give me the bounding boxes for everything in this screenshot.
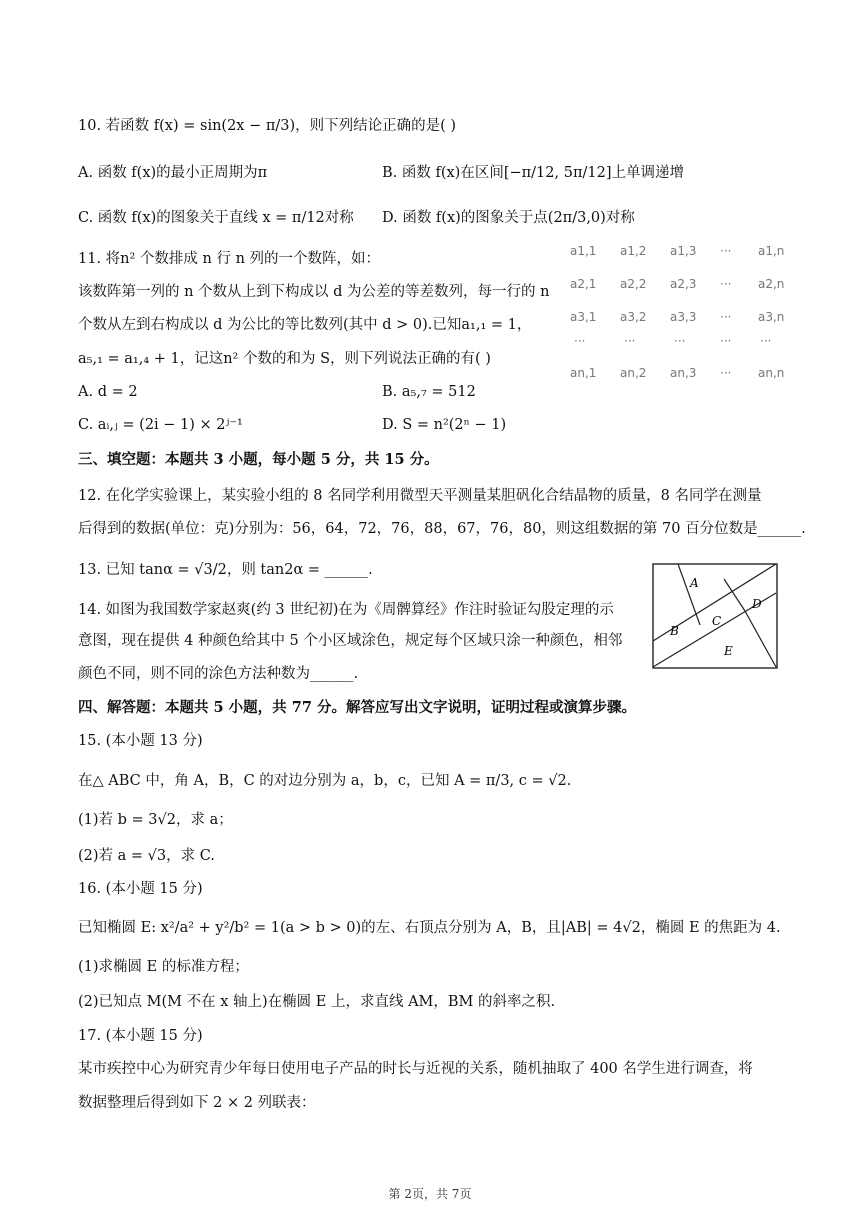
q14-line-3: 颜色不同，则不同的涂色方法种数为______. bbox=[78, 666, 359, 682]
q11-matrix-figure bbox=[570, 244, 785, 384]
q16-part-1: (1)求椭圆 E 的标准方程； bbox=[78, 959, 249, 975]
matrix-cell: an,1 bbox=[570, 366, 597, 380]
matrix-cell: an,n bbox=[758, 366, 785, 380]
matrix-cell: a1,1 bbox=[570, 244, 597, 258]
section-4-heading: 四、解答题：本题共 5 小题，共 77 分。解答应写出文字说明，证明过程或演算步骤。 bbox=[78, 699, 636, 716]
q17-line-1: 某市疾控中心为研究青少年每日使用电子产品的时长与近视的关系，随机抽取了 400 名学生进行调查，将 bbox=[78, 1061, 753, 1077]
q10-stem: 10. 若函数 f(x) = sin(2x − π/3)，则下列结论正确的是( ) bbox=[78, 118, 457, 134]
matrix-cell: ··· bbox=[674, 334, 686, 348]
matrix-cell: a2,2 bbox=[620, 277, 647, 291]
q10-option-a: A. 函数 f(x)的最小正周期为π bbox=[78, 165, 268, 181]
q17-heading: 17. (本小题 15 分) bbox=[78, 1028, 203, 1044]
q10-option-b: B. 函数 f(x)在区间[−π/12, 5π/12]上单调递增 bbox=[382, 165, 684, 181]
q14-line-1: 14. 如图为我国数学家赵爽(约 3 世纪初)在为《周髀算经》作注时验证勾股定理的示 bbox=[78, 602, 614, 618]
matrix-cell: an,2 bbox=[620, 366, 647, 380]
page-footer: 第 2页，共 7页 bbox=[388, 1187, 472, 1201]
section-3-heading: 三、填空题：本题共 3 小题，每小题 5 分，共 15 分。 bbox=[78, 451, 439, 468]
q14-line-2: 意图，现在提供 4 种颜色给其中 5 个小区域涂色，规定每个区域只涂一种颜色，相邻 bbox=[78, 633, 623, 649]
matrix-cell: ··· bbox=[720, 310, 732, 324]
matrix-cell: ··· bbox=[760, 334, 772, 348]
matrix-cell: a2,3 bbox=[670, 277, 697, 291]
matrix-cell: ··· bbox=[574, 334, 586, 348]
matrix-cell: an,3 bbox=[670, 366, 697, 380]
q13-text: 13. 已知 tanα = √3/2，则 tan2α = ______. bbox=[78, 562, 373, 578]
matrix-cell: a3,2 bbox=[620, 310, 647, 324]
region-label-e: E bbox=[724, 644, 733, 658]
q16-heading: 16. (本小题 15 分) bbox=[78, 881, 203, 897]
zhao-shuang-diagram bbox=[652, 563, 778, 669]
matrix-cell: a1,2 bbox=[620, 244, 647, 258]
matrix-cell: ··· bbox=[720, 244, 732, 258]
matrix-cell: a1,3 bbox=[670, 244, 697, 258]
q11-line-2: 该数阵第一列的 n 个数从上到下构成以 d 为公差的等差数列，每一行的 n bbox=[78, 284, 550, 300]
region-label-b: B bbox=[670, 624, 679, 638]
q15-part-1: (1)若 b = 3√2，求 a； bbox=[78, 812, 233, 828]
q12-line-2: 后得到的数据(单位：克)分别为：56，64，72，76，88，67，76，80，则这组数据的第 70 百分位数是______. bbox=[78, 521, 806, 537]
matrix-cell: a1,n bbox=[758, 244, 785, 258]
matrix-cell: ··· bbox=[720, 334, 732, 348]
q11-option-c: C. aᵢ,ⱼ = (2i − 1) × 2ʲ⁻¹ bbox=[78, 417, 243, 433]
region-label-c: C bbox=[712, 614, 722, 628]
region-label-a: A bbox=[690, 576, 699, 590]
q15-line-1: 在△ ABC 中，角 A，B，C 的对边分别为 a，b，c，已知 A = π/3, c = √2. bbox=[78, 773, 572, 789]
matrix-cell: ··· bbox=[624, 334, 636, 348]
region-label-d: D bbox=[752, 597, 762, 611]
q11-option-d: D. S = n²(2ⁿ − 1) bbox=[382, 417, 507, 433]
q15-heading: 15. (本小题 13 分) bbox=[78, 733, 203, 749]
q11-line-1: 11. 将n² 个数排成 n 行 n 列的一个数阵，如： bbox=[78, 251, 381, 267]
q12-line-1: 12. 在化学实验课上，某实验小组的 8 名同学利用微型天平测量某胆矾化合结晶物的质量，8 名同学在测量 bbox=[78, 488, 762, 504]
q17-line-2: 数据整理后得到如下 2 × 2 列联表： bbox=[78, 1095, 316, 1111]
q15-part-2: (2)若 a = √3，求 C. bbox=[78, 848, 215, 864]
matrix-cell: a3,n bbox=[758, 310, 785, 324]
matrix-cell: a3,1 bbox=[570, 310, 597, 324]
matrix-cell: a2,1 bbox=[570, 277, 597, 291]
matrix-cell: a2,n bbox=[758, 277, 785, 291]
matrix-cell: ··· bbox=[720, 366, 732, 380]
q16-part-2: (2)已知点 M(M 不在 x 轴上)在椭圆 E 上，求直线 AM，BM 的斜率之积. bbox=[78, 994, 556, 1010]
matrix-cell: ··· bbox=[720, 277, 732, 291]
q11-option-b: B. a₅,₇ = 512 bbox=[382, 384, 476, 400]
matrix-cell: a3,3 bbox=[670, 310, 697, 324]
q11-option-a: A. d = 2 bbox=[78, 384, 138, 400]
q11-line-4: a₅,₁ = a₁,₄ + 1，记这n² 个数的和为 S，则下列说法正确的有( ) bbox=[78, 351, 491, 367]
q10-option-c: C. 函数 f(x)的图象关于直线 x = π/12对称 bbox=[78, 210, 354, 226]
q11-line-3: 个数从左到右构成以 d 为公比的等比数列(其中 d > 0).已知a₁,₁ = 1， bbox=[78, 317, 532, 333]
q16-line-1: 已知椭圆 E: x²/a² + y²/b² = 1(a > b > 0)的左、右顶点分别为 A，B，且|AB| = 4√2，椭圆 E 的焦距为 4. bbox=[78, 920, 781, 936]
q10-option-d: D. 函数 f(x)的图象关于点(2π/3,0)对称 bbox=[382, 210, 635, 226]
